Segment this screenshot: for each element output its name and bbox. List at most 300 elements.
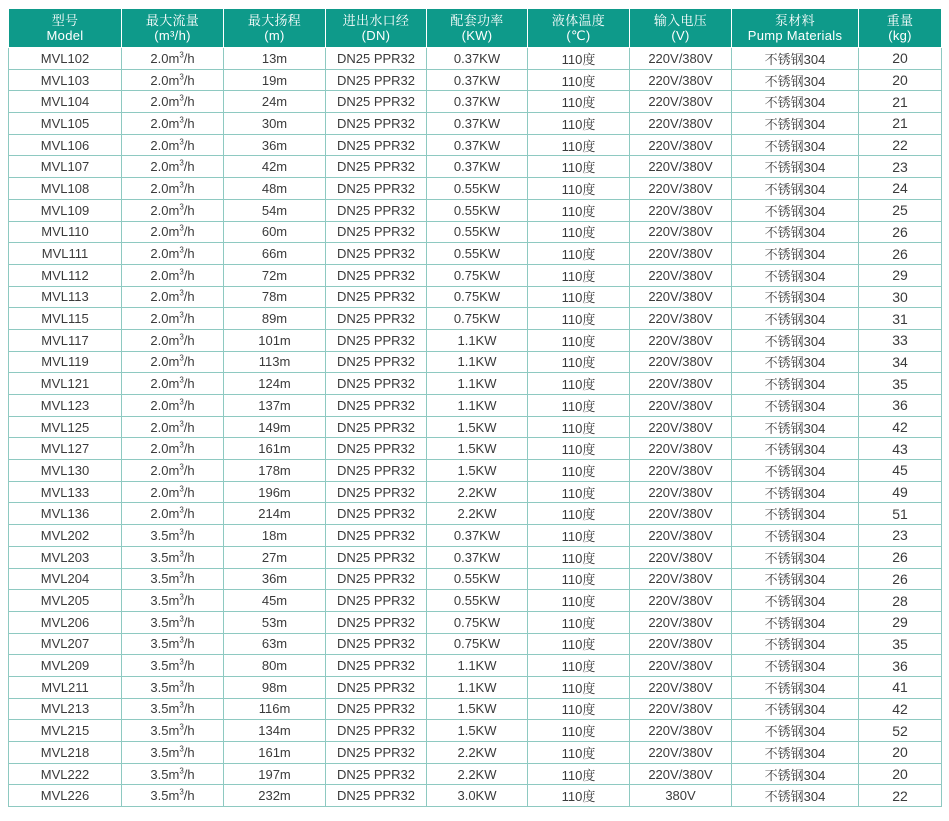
cell-model: MVL211 <box>9 676 122 698</box>
cell-liquid-temp: 110度 <box>528 546 630 568</box>
cell-voltage: 220V/380V <box>630 48 732 70</box>
cell-voltage: 220V/380V <box>630 720 732 742</box>
cell-pump-material: 不锈钢304 <box>732 134 859 156</box>
cell-inlet-outlet: DN25 PPR32 <box>326 655 427 677</box>
cell-inlet-outlet: DN25 PPR32 <box>326 590 427 612</box>
cell-liquid-temp: 110度 <box>528 720 630 742</box>
cell-power: 0.75KW <box>427 264 528 286</box>
cell-pump-material: 不锈钢304 <box>732 720 859 742</box>
cell-weight: 20 <box>859 48 942 70</box>
table-row <box>9 264 942 286</box>
cell-inlet-outlet: DN25 PPR32 <box>326 438 427 460</box>
table-row <box>9 785 942 807</box>
cell-weight: 26 <box>859 546 942 568</box>
cell-voltage: 220V/380V <box>630 568 732 590</box>
table-row <box>9 568 942 590</box>
cell-pump-material: 不锈钢304 <box>732 113 859 135</box>
table-row <box>9 243 942 265</box>
table-row <box>9 156 942 178</box>
cell-max-head: 149m <box>224 416 326 438</box>
cell-inlet-outlet: DN25 PPR32 <box>326 373 427 395</box>
cell-model: MVL205 <box>9 590 122 612</box>
cell-max-head: 53m <box>224 611 326 633</box>
cell-voltage: 220V/380V <box>630 590 732 612</box>
cell-pump-material: 不锈钢304 <box>732 742 859 764</box>
cell-liquid-temp: 110度 <box>528 351 630 373</box>
cell-voltage: 220V/380V <box>630 351 732 373</box>
cell-inlet-outlet: DN25 PPR32 <box>326 763 427 785</box>
cell-pump-material: 不锈钢304 <box>732 546 859 568</box>
cell-model: MVL136 <box>9 503 122 525</box>
cell-voltage: 220V/380V <box>630 395 732 417</box>
cell-inlet-outlet: DN25 PPR32 <box>326 221 427 243</box>
cell-weight: 45 <box>859 460 942 482</box>
cell-inlet-outlet: DN25 PPR32 <box>326 286 427 308</box>
pump-spec-table <box>8 8 942 807</box>
table-body <box>9 48 942 807</box>
cell-power: 0.55KW <box>427 221 528 243</box>
table-row <box>9 590 942 612</box>
cell-max-head: 27m <box>224 546 326 568</box>
table-row <box>9 742 942 764</box>
cell-pump-material: 不锈钢304 <box>732 373 859 395</box>
cell-model: MVL121 <box>9 373 122 395</box>
cell-pump-material: 不锈钢304 <box>732 329 859 351</box>
cell-max-head: 24m <box>224 91 326 113</box>
cell-voltage: 380V <box>630 785 732 807</box>
cell-voltage: 220V/380V <box>630 243 732 265</box>
cell-pump-material: 不锈钢304 <box>732 156 859 178</box>
cell-liquid-temp: 110度 <box>528 286 630 308</box>
cell-max-head: 161m <box>224 742 326 764</box>
cell-max-head: 48m <box>224 178 326 200</box>
cell-weight: 23 <box>859 156 942 178</box>
cell-power: 2.2KW <box>427 481 528 503</box>
cell-inlet-outlet: DN25 PPR32 <box>326 416 427 438</box>
table-row <box>9 655 942 677</box>
cell-max-flow: $2.0m^3/h$ <box>122 243 224 265</box>
cell-power: 1.5KW <box>427 438 528 460</box>
table-row <box>9 113 942 135</box>
cell-power: 3.0KW <box>427 785 528 807</box>
cell-pump-material: 不锈钢304 <box>732 286 859 308</box>
cell-liquid-temp: 110度 <box>528 308 630 330</box>
cell-max-flow: $2.0m^3/h$ <box>122 416 224 438</box>
cell-inlet-outlet: DN25 PPR32 <box>326 178 427 200</box>
table-row <box>9 221 942 243</box>
cell-power: 1.1KW <box>427 351 528 373</box>
cell-weight: 20 <box>859 742 942 764</box>
cell-pump-material: 不锈钢304 <box>732 48 859 70</box>
cell-max-head: 66m <box>224 243 326 265</box>
cell-weight: 26 <box>859 243 942 265</box>
cell-power: 0.75KW <box>427 611 528 633</box>
cell-max-flow: $2.0m^3/h$ <box>122 113 224 135</box>
cell-pump-material: 不锈钢304 <box>732 763 859 785</box>
cell-model: MVL213 <box>9 698 122 720</box>
cell-power: 0.55KW <box>427 590 528 612</box>
cell-model: MVL222 <box>9 763 122 785</box>
cell-model: MVL203 <box>9 546 122 568</box>
cell-liquid-temp: 110度 <box>528 69 630 91</box>
cell-weight: 43 <box>859 438 942 460</box>
cell-weight: 34 <box>859 351 942 373</box>
cell-power: 2.2KW <box>427 763 528 785</box>
cell-inlet-outlet: DN25 PPR32 <box>326 785 427 807</box>
cell-pump-material: 不锈钢304 <box>732 221 859 243</box>
cell-max-flow: $2.0m^3/h$ <box>122 199 224 221</box>
cell-pump-material: 不锈钢304 <box>732 525 859 547</box>
cell-model: MVL102 <box>9 48 122 70</box>
cell-weight: 22 <box>859 134 942 156</box>
cell-weight: 30 <box>859 286 942 308</box>
cell-inlet-outlet: DN25 PPR32 <box>326 460 427 482</box>
table-row <box>9 329 942 351</box>
cell-max-flow: $2.0m^3/h$ <box>122 308 224 330</box>
cell-power: 0.37KW <box>427 113 528 135</box>
cell-liquid-temp: 110度 <box>528 763 630 785</box>
cell-inlet-outlet: DN25 PPR32 <box>326 742 427 764</box>
cell-liquid-temp: 110度 <box>528 655 630 677</box>
cell-power: 0.37KW <box>427 156 528 178</box>
cell-liquid-temp: 110度 <box>528 329 630 351</box>
cell-inlet-outlet: DN25 PPR32 <box>326 91 427 113</box>
cell-power: 2.2KW <box>427 742 528 764</box>
cell-max-head: 89m <box>224 308 326 330</box>
cell-pump-material: 不锈钢304 <box>732 676 859 698</box>
cell-voltage: 220V/380V <box>630 329 732 351</box>
cell-max-flow: $3.5m^3/h$ <box>122 676 224 698</box>
cell-weight: 20 <box>859 763 942 785</box>
cell-voltage: 220V/380V <box>630 611 732 633</box>
cell-liquid-temp: 110度 <box>528 48 630 70</box>
cell-liquid-temp: 110度 <box>528 416 630 438</box>
table-row <box>9 134 942 156</box>
cell-inlet-outlet: DN25 PPR32 <box>326 720 427 742</box>
cell-liquid-temp: 110度 <box>528 199 630 221</box>
cell-max-head: 72m <box>224 264 326 286</box>
cell-inlet-outlet: DN25 PPR32 <box>326 308 427 330</box>
cell-weight: 23 <box>859 525 942 547</box>
cell-max-flow: $3.5m^3/h$ <box>122 633 224 655</box>
cell-power: 0.55KW <box>427 243 528 265</box>
cell-max-head: 214m <box>224 503 326 525</box>
cell-pump-material: 不锈钢304 <box>732 438 859 460</box>
cell-max-flow: $2.0m^3/h$ <box>122 481 224 503</box>
cell-max-head: 36m <box>224 568 326 590</box>
cell-power: 0.37KW <box>427 69 528 91</box>
cell-max-head: 124m <box>224 373 326 395</box>
cell-voltage: 220V/380V <box>630 221 732 243</box>
cell-weight: 29 <box>859 264 942 286</box>
cell-model: MVL130 <box>9 460 122 482</box>
cell-max-head: 45m <box>224 590 326 612</box>
cell-max-flow: $2.0m^3/h$ <box>122 178 224 200</box>
cell-liquid-temp: 110度 <box>528 698 630 720</box>
cell-model: MVL103 <box>9 69 122 91</box>
cell-model: MVL226 <box>9 785 122 807</box>
table-row <box>9 395 942 417</box>
cell-model: MVL127 <box>9 438 122 460</box>
table-row <box>9 416 942 438</box>
cell-power: 1.1KW <box>427 655 528 677</box>
cell-pump-material: 不锈钢304 <box>732 395 859 417</box>
cell-max-flow: $2.0m^3/h$ <box>122 503 224 525</box>
cell-inlet-outlet: DN25 PPR32 <box>326 481 427 503</box>
cell-pump-material: 不锈钢304 <box>732 481 859 503</box>
cell-inlet-outlet: DN25 PPR32 <box>326 676 427 698</box>
cell-model: MVL202 <box>9 525 122 547</box>
cell-weight: 36 <box>859 655 942 677</box>
cell-max-flow: $2.0m^3/h$ <box>122 460 224 482</box>
cell-pump-material: 不锈钢304 <box>732 611 859 633</box>
cell-weight: 41 <box>859 676 942 698</box>
cell-liquid-temp: 110度 <box>528 633 630 655</box>
table-row <box>9 611 942 633</box>
cell-weight: 42 <box>859 698 942 720</box>
cell-liquid-temp: 110度 <box>528 481 630 503</box>
cell-voltage: 220V/380V <box>630 546 732 568</box>
cell-max-flow: $3.5m^3/h$ <box>122 568 224 590</box>
cell-max-flow: $2.0m^3/h$ <box>122 395 224 417</box>
cell-max-head: 101m <box>224 329 326 351</box>
cell-voltage: 220V/380V <box>630 373 732 395</box>
cell-liquid-temp: 110度 <box>528 178 630 200</box>
cell-liquid-temp: 110度 <box>528 785 630 807</box>
cell-voltage: 220V/380V <box>630 156 732 178</box>
cell-liquid-temp: 110度 <box>528 438 630 460</box>
table-row <box>9 199 942 221</box>
cell-pump-material: 不锈钢304 <box>732 416 859 438</box>
cell-power: 0.75KW <box>427 308 528 330</box>
cell-inlet-outlet: DN25 PPR32 <box>326 134 427 156</box>
cell-voltage: 220V/380V <box>630 481 732 503</box>
header-inlet-outlet: 进出水口经 (DN) <box>326 9 427 48</box>
cell-inlet-outlet: DN25 PPR32 <box>326 69 427 91</box>
cell-weight: 42 <box>859 416 942 438</box>
cell-model: MVL104 <box>9 91 122 113</box>
cell-max-flow: $3.5m^3/h$ <box>122 590 224 612</box>
cell-model: MVL112 <box>9 264 122 286</box>
cell-model: MVL207 <box>9 633 122 655</box>
cell-max-head: 113m <box>224 351 326 373</box>
cell-max-head: 116m <box>224 698 326 720</box>
header-voltage: 输入电压 (V) <box>630 9 732 48</box>
cell-inlet-outlet: DN25 PPR32 <box>326 698 427 720</box>
cell-inlet-outlet: DN25 PPR32 <box>326 351 427 373</box>
cell-power: 1.1KW <box>427 373 528 395</box>
cell-pump-material: 不锈钢304 <box>732 503 859 525</box>
cell-power: 1.1KW <box>427 329 528 351</box>
cell-max-head: 137m <box>224 395 326 417</box>
cell-weight: 26 <box>859 568 942 590</box>
cell-voltage: 220V/380V <box>630 676 732 698</box>
cell-power: 0.55KW <box>427 178 528 200</box>
cell-voltage: 220V/380V <box>630 91 732 113</box>
cell-pump-material: 不锈钢304 <box>732 590 859 612</box>
cell-inlet-outlet: DN25 PPR32 <box>326 633 427 655</box>
cell-inlet-outlet: DN25 PPR32 <box>326 156 427 178</box>
cell-model: MVL106 <box>9 134 122 156</box>
cell-voltage: 220V/380V <box>630 763 732 785</box>
table-row <box>9 351 942 373</box>
cell-weight: 24 <box>859 178 942 200</box>
cell-pump-material: 不锈钢304 <box>732 568 859 590</box>
cell-max-flow: $2.0m^3/h$ <box>122 373 224 395</box>
cell-model: MVL206 <box>9 611 122 633</box>
cell-power: 1.5KW <box>427 720 528 742</box>
cell-pump-material: 不锈钢304 <box>732 91 859 113</box>
cell-pump-material: 不锈钢304 <box>732 308 859 330</box>
cell-weight: 52 <box>859 720 942 742</box>
cell-max-head: 196m <box>224 481 326 503</box>
cell-model: MVL215 <box>9 720 122 742</box>
cell-max-head: 80m <box>224 655 326 677</box>
cell-max-head: 18m <box>224 525 326 547</box>
cell-max-flow: $2.0m^3/h$ <box>122 286 224 308</box>
cell-max-head: 232m <box>224 785 326 807</box>
cell-weight: 28 <box>859 590 942 612</box>
cell-model: MVL107 <box>9 156 122 178</box>
cell-liquid-temp: 110度 <box>528 156 630 178</box>
cell-liquid-temp: 110度 <box>528 525 630 547</box>
cell-max-flow: $2.0m^3/h$ <box>122 351 224 373</box>
cell-max-head: 19m <box>224 69 326 91</box>
header-max-flow: 最大流量 (m³/h) <box>122 9 224 48</box>
cell-liquid-temp: 110度 <box>528 113 630 135</box>
cell-power: 1.5KW <box>427 416 528 438</box>
cell-model: MVL125 <box>9 416 122 438</box>
cell-liquid-temp: 110度 <box>528 264 630 286</box>
cell-max-head: 60m <box>224 221 326 243</box>
cell-voltage: 220V/380V <box>630 460 732 482</box>
cell-weight: 26 <box>859 221 942 243</box>
cell-max-flow: $2.0m^3/h$ <box>122 156 224 178</box>
cell-liquid-temp: 110度 <box>528 395 630 417</box>
cell-weight: 21 <box>859 113 942 135</box>
cell-pump-material: 不锈钢304 <box>732 69 859 91</box>
header-power: 配套功率 (KW) <box>427 9 528 48</box>
cell-voltage: 220V/380V <box>630 698 732 720</box>
cell-inlet-outlet: DN25 PPR32 <box>326 243 427 265</box>
cell-weight: 36 <box>859 395 942 417</box>
cell-model: MVL204 <box>9 568 122 590</box>
cell-voltage: 220V/380V <box>630 69 732 91</box>
table-row <box>9 698 942 720</box>
table-row <box>9 633 942 655</box>
cell-weight: 33 <box>859 329 942 351</box>
cell-liquid-temp: 110度 <box>528 611 630 633</box>
table-row <box>9 308 942 330</box>
cell-inlet-outlet: DN25 PPR32 <box>326 611 427 633</box>
cell-max-flow: $2.0m^3/h$ <box>122 221 224 243</box>
cell-voltage: 220V/380V <box>630 264 732 286</box>
cell-inlet-outlet: DN25 PPR32 <box>326 113 427 135</box>
cell-liquid-temp: 110度 <box>528 221 630 243</box>
cell-pump-material: 不锈钢304 <box>732 178 859 200</box>
cell-max-flow: $2.0m^3/h$ <box>122 438 224 460</box>
table-header-row <box>9 9 942 48</box>
cell-max-flow: $2.0m^3/h$ <box>122 264 224 286</box>
cell-max-flow: $3.5m^3/h$ <box>122 525 224 547</box>
cell-power: 2.2KW <box>427 503 528 525</box>
table-row <box>9 48 942 70</box>
cell-power: 0.75KW <box>427 633 528 655</box>
cell-model: MVL105 <box>9 113 122 135</box>
cell-inlet-outlet: DN25 PPR32 <box>326 525 427 547</box>
cell-inlet-outlet: DN25 PPR32 <box>326 395 427 417</box>
cell-max-flow: $3.5m^3/h$ <box>122 763 224 785</box>
header-model: 型号 Model <box>9 9 122 48</box>
table-row <box>9 373 942 395</box>
cell-power: 0.75KW <box>427 286 528 308</box>
cell-max-head: 36m <box>224 134 326 156</box>
table-row <box>9 763 942 785</box>
header-pump-material: 泵材料 Pump Materials <box>732 9 859 48</box>
cell-weight: 31 <box>859 308 942 330</box>
cell-model: MVL110 <box>9 221 122 243</box>
header-max-head: 最大扬程 (m) <box>224 9 326 48</box>
cell-max-flow: $2.0m^3/h$ <box>122 329 224 351</box>
cell-weight: 35 <box>859 633 942 655</box>
cell-inlet-outlet: DN25 PPR32 <box>326 503 427 525</box>
cell-max-head: 54m <box>224 199 326 221</box>
cell-model: MVL108 <box>9 178 122 200</box>
cell-pump-material: 不锈钢304 <box>732 785 859 807</box>
cell-inlet-outlet: DN25 PPR32 <box>326 568 427 590</box>
cell-model: MVL109 <box>9 199 122 221</box>
cell-voltage: 220V/380V <box>630 199 732 221</box>
table-row <box>9 91 942 113</box>
cell-weight: 29 <box>859 611 942 633</box>
cell-pump-material: 不锈钢304 <box>732 698 859 720</box>
cell-pump-material: 不锈钢304 <box>732 655 859 677</box>
table-row <box>9 69 942 91</box>
cell-model: MVL133 <box>9 481 122 503</box>
cell-max-head: 134m <box>224 720 326 742</box>
cell-power: 0.55KW <box>427 199 528 221</box>
cell-voltage: 220V/380V <box>630 525 732 547</box>
cell-voltage: 220V/380V <box>630 113 732 135</box>
cell-max-head: 13m <box>224 48 326 70</box>
cell-max-flow: $3.5m^3/h$ <box>122 698 224 720</box>
table-row <box>9 178 942 200</box>
table-row <box>9 676 942 698</box>
cell-model: MVL117 <box>9 329 122 351</box>
cell-model: MVL123 <box>9 395 122 417</box>
header-liquid-temp: 液体温度 (℃) <box>528 9 630 48</box>
cell-inlet-outlet: DN25 PPR32 <box>326 48 427 70</box>
cell-model: MVL115 <box>9 308 122 330</box>
cell-voltage: 220V/380V <box>630 134 732 156</box>
cell-liquid-temp: 110度 <box>528 568 630 590</box>
cell-power: 0.37KW <box>427 525 528 547</box>
cell-power: 1.5KW <box>427 460 528 482</box>
cell-voltage: 220V/380V <box>630 308 732 330</box>
cell-voltage: 220V/380V <box>630 178 732 200</box>
cell-max-head: 161m <box>224 438 326 460</box>
cell-max-flow: $2.0m^3/h$ <box>122 134 224 156</box>
table-row <box>9 525 942 547</box>
cell-power: 0.37KW <box>427 134 528 156</box>
cell-pump-material: 不锈钢304 <box>732 460 859 482</box>
table-row <box>9 438 942 460</box>
cell-liquid-temp: 110度 <box>528 676 630 698</box>
table-row <box>9 460 942 482</box>
cell-max-head: 178m <box>224 460 326 482</box>
cell-max-flow: $3.5m^3/h$ <box>122 655 224 677</box>
table-row <box>9 503 942 525</box>
